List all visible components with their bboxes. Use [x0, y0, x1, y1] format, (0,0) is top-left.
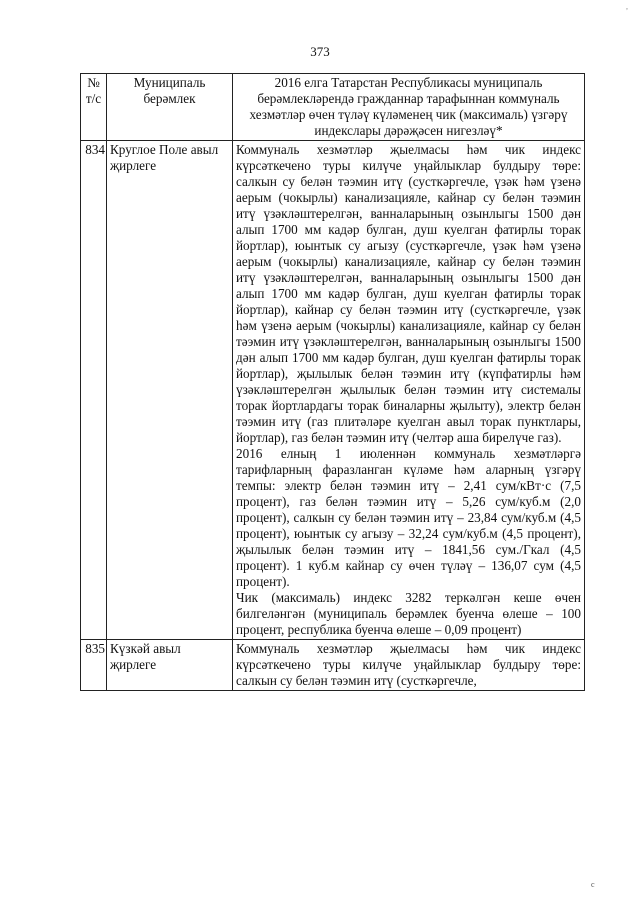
paragraph: 2016 елның 1 июленнән коммуналь хезмәтләргә тарифларның фаразланган күләме һәм аларның үзгәрү темпы: электр белән тәэмин итү – 2,41 сум/кВт·с (7,5 процент), газ белән тәэмин итү – 5,26 сум/куб.м (2,0 процент), салкын су белән тәэмин итү – 23,84 сум/куб.м (4,5 процент), юынтык су агызу – 32,24 сум/куб.м (4,5 процент), җылылык белән тәэмин итү – 1841,56 сум./Гкал (4,5 процент). 1 куб.м кайнар су өчен түләү – 136,07 сум (4,5 процент).: [236, 446, 581, 589]
row-justification: [233, 640, 585, 691]
table-row: [81, 141, 585, 640]
row-number: 834: [81, 141, 107, 640]
header-justification: 2016 елга Татарстан Республикасы муниципаль берәмлекләрендә гражданнар тарафыннан коммуналь хезмәтләр өчен түләү күләменең чик (максималь) үзгәрү индекслары дәрәҗәсен нигезләү*: [233, 74, 585, 141]
table-header-row: [81, 74, 585, 141]
header-number: № т/с: [81, 74, 107, 141]
corner-mark: ,: [626, 2, 628, 11]
paragraph: Коммуналь хезмәтләр җыелмасы һәм чик индекс күрсәткечено туры килүче уңайлыклар булдыру төре: салкын су белән тәэмин итү (сусткәргечле,: [236, 641, 581, 688]
row-municipality: Күзкәй авыл җирлеге: [107, 640, 233, 691]
table-row: [81, 640, 585, 691]
paragraph: Чик (максималь) индекс 3282 теркәлгән кеше өчен билгеләнгән (муниципаль берәмлек буенча өлеше – 100 процент, республика буенча өлеше – 0,09 процент): [236, 590, 581, 637]
paragraph: Коммуналь хезмәтләр җыелмасы һәм чик индекс күрсәткечено туры килүче уңайлыклар булдыру төре: салкын су белән тәэмин итү (сусткәргечле, үзәк һәм үзенә аерым (чокырлы) канализацияле, кайнар су белән тәэмин итү үзәкләштерелгән, ванналарының озынлыгы 1500 дән алып 1700 мм кадәр булган, душ куелган фатирлы торак йортлар), юынтык су агызу (сусткәргечле, үзәк һәм үзенә аерым (чокырлы) канализацияле, кайнар су белән тәэмин итү үзәкләштерелгән, ванналарының озынлыгы 1500 дән алып 1700 мм кадәр булган, душ куелган фатирлы торак йортлар), кайнар су белән тәэмин итү (сусткәргечле, үзәк һәм үзенә аерым (чокырлы) канализацияле, кайнар су белән тәэмин итү үзәкләштерелгән, ванналарының озынлыгы 1500 дән алып 1700 мм кадәр булган, душ куелган фатирлы торак йортлар), җылылык белән тәэмин итү (күпфатирлы һәм үзәкләштерелгән җылылык белән тәэмин итү системалы торак йортлардагы торак биналарны җылыту), электр белән тәэмин итү (газ плитәләре куелган авыл торак пунктлары, йортлар), газ белән тәэмин итү (челтәр аша бирелүче газ).: [236, 142, 581, 445]
footer-mark: c: [591, 880, 595, 889]
header-municipality: Муниципаль берәмлек: [107, 74, 233, 141]
row-justification: [233, 141, 585, 640]
row-number: 835: [81, 640, 107, 691]
page-number: 373: [310, 44, 330, 59]
index-table: [80, 73, 585, 691]
row-municipality: Круглое Поле авыл җирлеге: [107, 141, 233, 640]
